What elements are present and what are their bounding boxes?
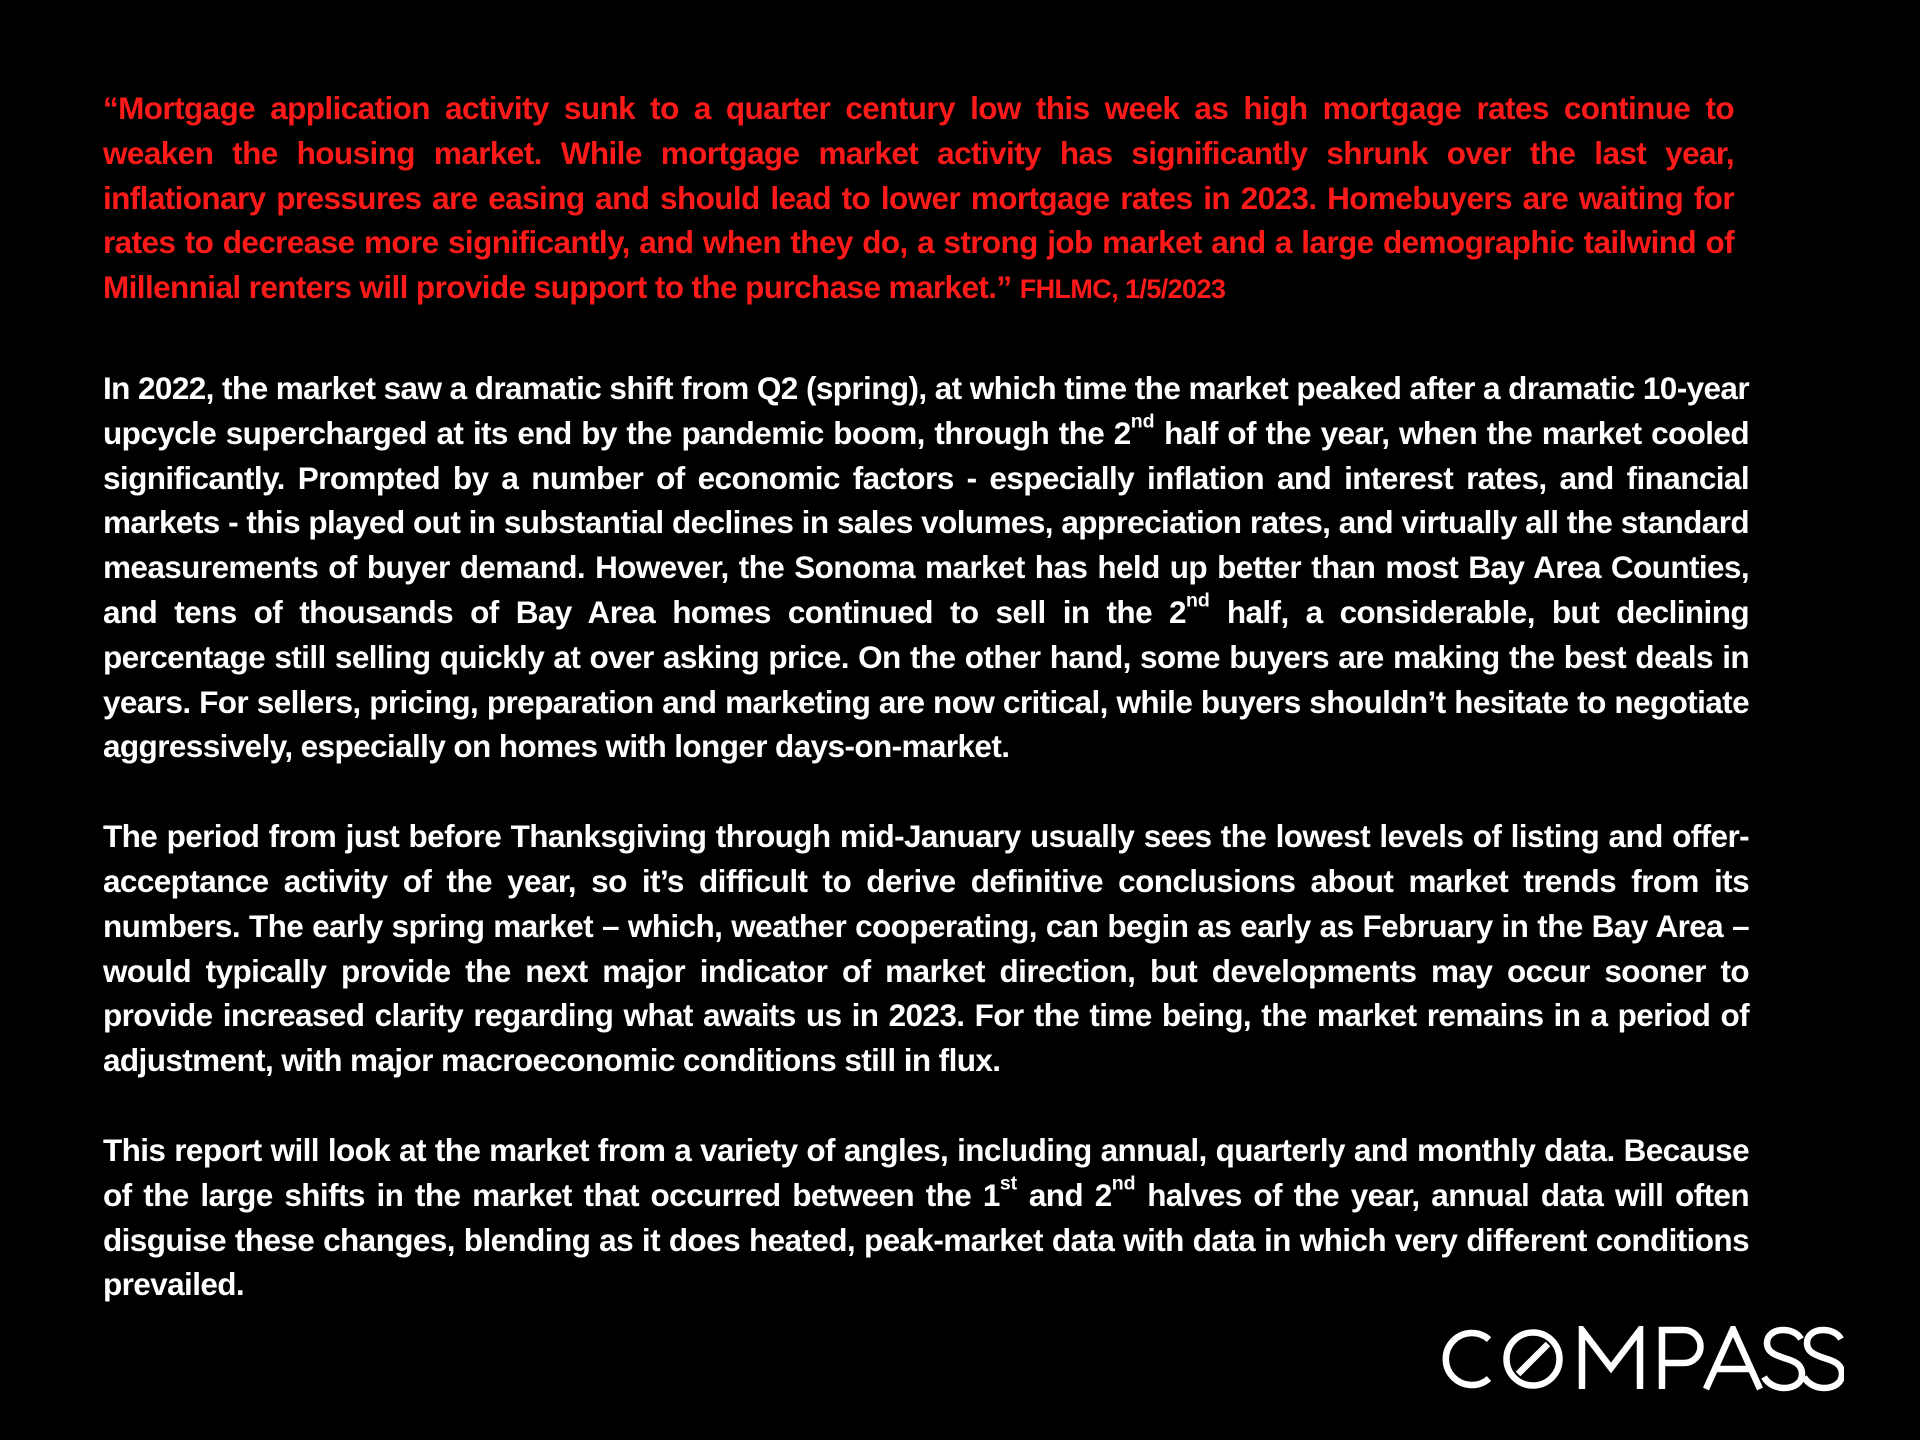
ordinal-suffix: nd <box>1111 1172 1136 1195</box>
text-body <box>103 86 1749 1307</box>
paragraph-3-text-b: and 2 <box>1017 1176 1112 1213</box>
quote-source: FHLMC, 1/5/2023 <box>1019 274 1226 305</box>
ordinal-suffix: nd <box>1185 589 1210 612</box>
ordinal-suffix: st <box>999 1172 1018 1195</box>
paragraph-3-text-a: This report will look at the market from a variety of angles, including annual, quarterly and monthly data. Because of the large shifts in the market that occurred between the 1 <box>103 1131 1749 1213</box>
paragraph-seasonal-period <box>103 814 1749 1083</box>
paragraph-1-text-a: In 2022, the market saw a dramatic shift from Q2 (spring), at which time the market peaked after a dramatic 10-year upcycle supercharged at its end by the pandemic boom, through the 2 <box>103 369 1749 451</box>
ordinal-suffix: nd <box>1130 410 1155 433</box>
compass-logo <box>1436 1326 1844 1392</box>
paragraph-3-text-c: halves of the year, annual data will often disguise these changes, blending as it does heated, peak-market data with data in which very different conditions prevailed. <box>103 1176 1749 1303</box>
paragraph-report-scope <box>103 1128 1749 1307</box>
fhlmc-quote <box>103 86 1734 312</box>
paragraph-2-text: The period from just before Thanksgiving through mid-January usually sees the lowest levels of listing and offer-acceptance activity of the year, so it’s difficult to derive definitive conclusions about market trends from its numbers. The early spring market – which, weather cooperating, can begin as early as February in the Bay Area – would typically provide the next major indicator of market direction, but developments may occur sooner to provide increased clarity regarding what awaits us in 2023. For the time being, the market remains in a period of adjustment, with major macroeconomic conditions still in flux. <box>103 818 1749 1079</box>
paragraph-1-text-b: half of the year, when the market cooled significantly. Prompted by a number of economic factors - especially inflation and interest rates, and financial markets - this played out in substantial declines in sales volumes, appreciation rates, and virtually all the standard measurements of buyer demand. However, the Sonoma market has held up better than most Bay Area Counties, and tens of thousands of Bay Area homes continued to sell in the 2 <box>103 414 1749 630</box>
paragraph-market-2022 <box>103 366 1749 769</box>
paragraph-1-text-c: half, a considerable, but declining percentage still selling quickly at over asking price. On the other hand, some buyers are making the best deals in years. For sellers, pricing, preparation and marketing are now critical, while buyers shouldn’t hesitate to negotiate aggressively, especially on homes with longer days-on-market. <box>103 593 1749 765</box>
quote-text: “Mortgage application activity sunk to a quarter century low this week as high mortgage rates continue to weaken the housing market. While mortgage market activity has significantly shrunk over the last year, inflationary pressures are easing and should lead to lower mortgage rates in 2023. Homebuyers are waiting for rates to decrease more significantly, and when they do, a strong job market and a large demographic tailwind of Millennial renters will provide support to the purchase market.” <box>103 90 1734 306</box>
